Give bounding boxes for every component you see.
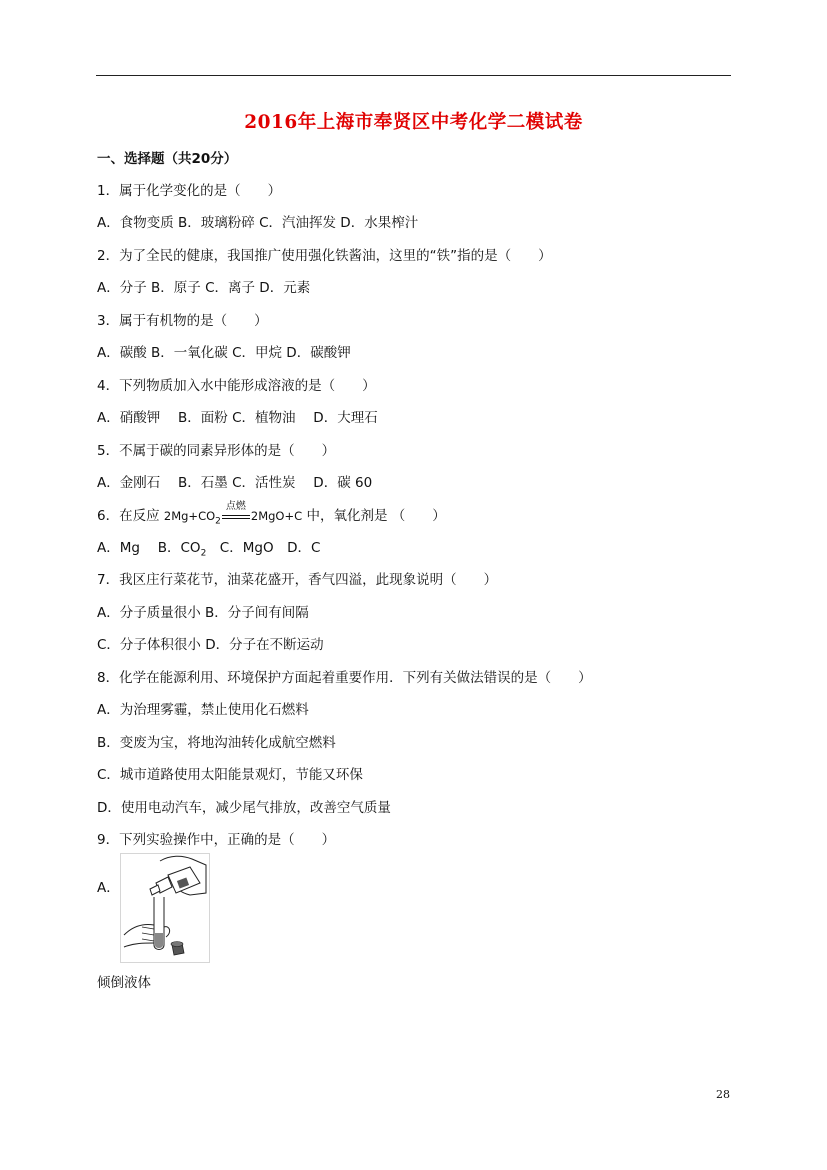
- question-2-options: A．分子 B．原子 C．离子 D．元素: [97, 280, 311, 296]
- question-8-option-d: D．使用电动汽车，减少尾气排放，改善空气质量: [97, 800, 391, 816]
- reaction-condition: 点燃: [225, 501, 246, 512]
- question-3-options: A．碳酸 B．一氧化碳 C．甲烷 D．碳酸钾: [97, 345, 351, 361]
- question-2: 2．为了全民的健康，我国推广使用强化铁酱油，这里的“铁”指的是（ ）: [97, 248, 552, 264]
- question-6: [97, 501, 446, 530]
- header-rule: [96, 75, 731, 76]
- question-7-options-ab: A．分子质量很小 B．分子间有间隔: [97, 605, 309, 621]
- question-6-suffix: 中，氧化剂是 （ ）: [302, 508, 446, 524]
- pouring-liquid-illustration: [120, 853, 210, 963]
- question-9-option-a-label: A．: [97, 880, 120, 896]
- question-7: 7．我区庄行菜花节，油菜花盛开，香气四溢，此现象说明（ ）: [97, 572, 498, 588]
- document-title: 2016年上海市奉贤区中考化学二模试卷: [244, 112, 583, 133]
- reaction-reactants: $2Mg+CO_2$: [163, 509, 221, 527]
- question-8-option-c: C．城市道路使用太阳能景观灯，节能又环保: [97, 767, 363, 783]
- question-8: 8．化学在能源利用、环境保护方面起着重要作用．下列有关做法错误的是（ ）: [97, 670, 592, 686]
- question-5-options: A．金刚石 B．石墨 C．活性炭 D．碳 60: [97, 475, 373, 491]
- question-1: 1．属于化学变化的是（ ）: [97, 183, 282, 199]
- question-5: 5．不属于碳的同素异形体的是（ ）: [97, 443, 336, 459]
- question-6-options: A．Mg B．$CO_2$ C．MgO D．C: [97, 540, 321, 559]
- question-1-options: A．食物变质 B．玻璃粉碎 C．汽油挥发 D．水果榨汁: [97, 215, 419, 231]
- section-heading: 一、选择题（共20分）: [97, 151, 238, 167]
- question-7-options-cd: C．分子体积很小 D．分子在不断运动: [97, 637, 324, 653]
- page-number: 28: [716, 1088, 730, 1101]
- question-3: 3．属于有机物的是（ ）: [97, 313, 268, 329]
- question-8-option-b: B．变废为宝，将地沟油转化成航空燃料: [97, 735, 336, 751]
- question-9: 9．下列实验操作中，正确的是（ ）: [97, 832, 336, 848]
- reaction-arrow: [221, 501, 251, 525]
- question-6-prefix: 6．在反应: [97, 508, 164, 524]
- question-4-options: A．硝酸钾 B．面粉 C．植物油 D．大理石: [97, 410, 378, 426]
- question-8-option-a: A．为治理雾霾，禁止使用化石燃料: [97, 702, 309, 718]
- question-9-option-a-caption: 倾倒液体: [97, 975, 151, 991]
- question-4: 4．下列物质加入水中能形成溶液的是（ ）: [97, 378, 376, 394]
- reaction-products: 2MgO+C: [250, 509, 303, 523]
